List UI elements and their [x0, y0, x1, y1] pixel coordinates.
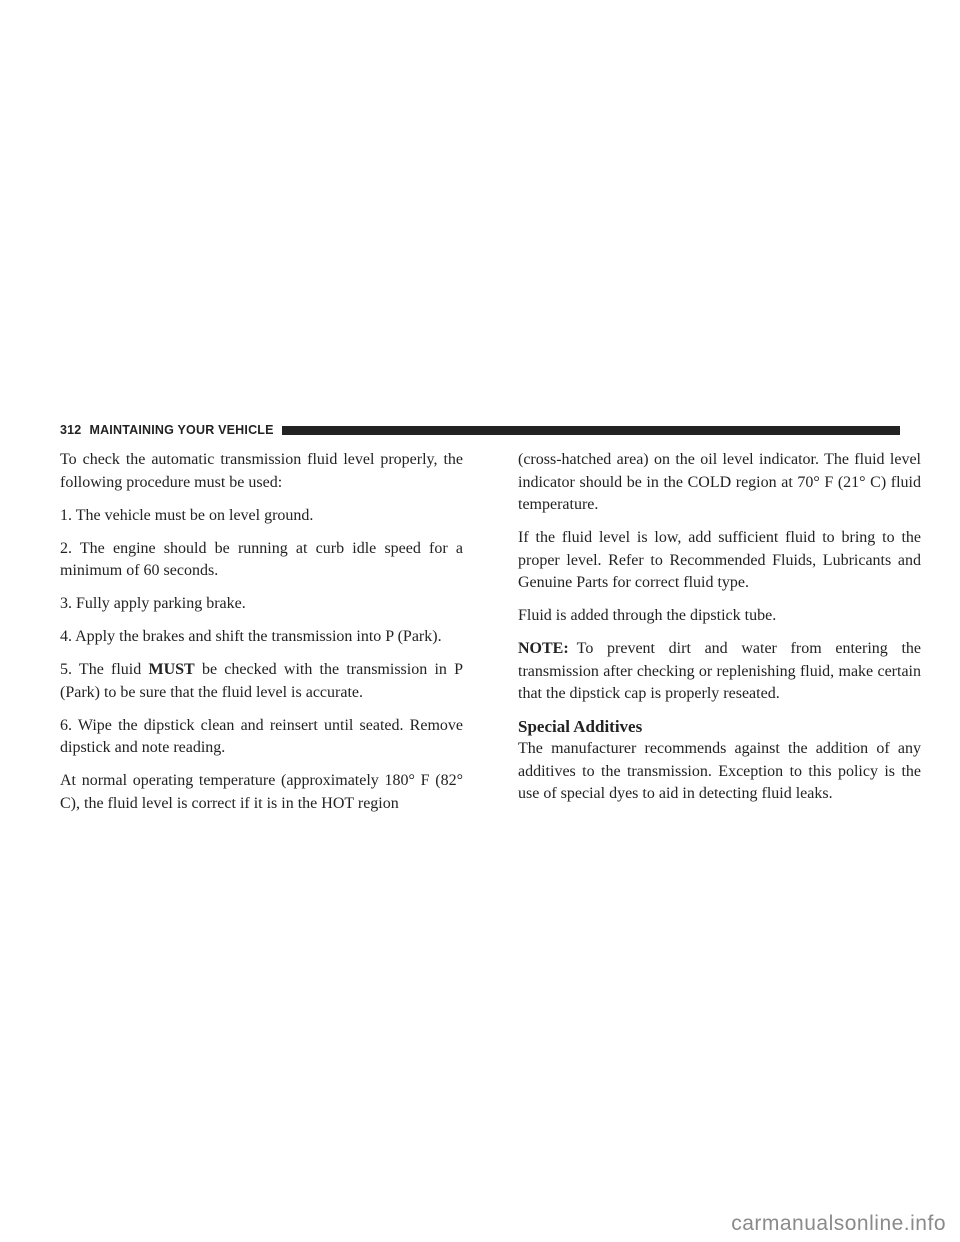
- step-5-pre: 5. The fluid: [60, 661, 149, 678]
- left-column: [60, 449, 463, 815]
- continued-paragraph: (cross-hatched area) on the oil level indicator. The fluid level indicator should be in the COLD region at 70° F (21° C) fluid temperature.: [518, 451, 921, 513]
- step-1: 1. The vehicle must be on level ground.: [60, 506, 314, 524]
- watermark-text: carmanualsonline.info: [731, 1212, 946, 1235]
- normal-temp-paragraph: At normal operating temperature (approximately 180° F (82° C), the fluid level is correct if it is in the HOT region: [60, 772, 463, 812]
- page-header: [60, 421, 900, 439]
- step-5: [60, 659, 463, 704]
- page-number: 312: [60, 423, 82, 437]
- header-rule: [282, 426, 900, 435]
- note-text: To prevent dirt and water from entering the transmission after checking or replenishing fluid, make certain that the dipstick cap is properly reseated.: [518, 640, 921, 702]
- step-5-emphasis: MUST: [148, 661, 195, 678]
- section-subheading: Special Additives: [518, 717, 643, 736]
- section-title: MAINTAINING YOUR VEHICLE: [89, 423, 274, 437]
- note-paragraph: [518, 638, 921, 706]
- right-column: [518, 449, 921, 806]
- additives-paragraph: The manufacturer recommends against the addition of any additives to the transmission. Exception to this policy is the use of special dyes to aid in detecting fluid leaks.: [518, 740, 921, 802]
- low-level-paragraph: If the fluid level is low, add sufficient fluid to bring to the proper level. Refer to Recommended Fluids, Lubricants and Genuine Parts for correct fluid type.: [518, 529, 921, 591]
- fluid-added-paragraph: Fluid is added through the dipstick tube.: [518, 607, 777, 624]
- step-6: 6. Wipe the dipstick clean and reinsert until seated. Remove dipstick and note reading.: [60, 716, 463, 756]
- step-5-post: be checked with the transmission in P (Park) to be sure that the fluid level is accurate.: [60, 661, 464, 701]
- step-4: 4. Apply the brakes and shift the transmission into P (Park).: [60, 628, 442, 645]
- step-2: 2. The engine should be running at curb idle speed for a minimum of 60 seconds.: [60, 539, 463, 579]
- note-label: NOTE:: [518, 640, 569, 657]
- step-3: 3. Fully apply parking brake.: [60, 595, 246, 612]
- intro-paragraph: To check the automatic transmission fluid level properly, the following procedure must be used:: [60, 451, 463, 491]
